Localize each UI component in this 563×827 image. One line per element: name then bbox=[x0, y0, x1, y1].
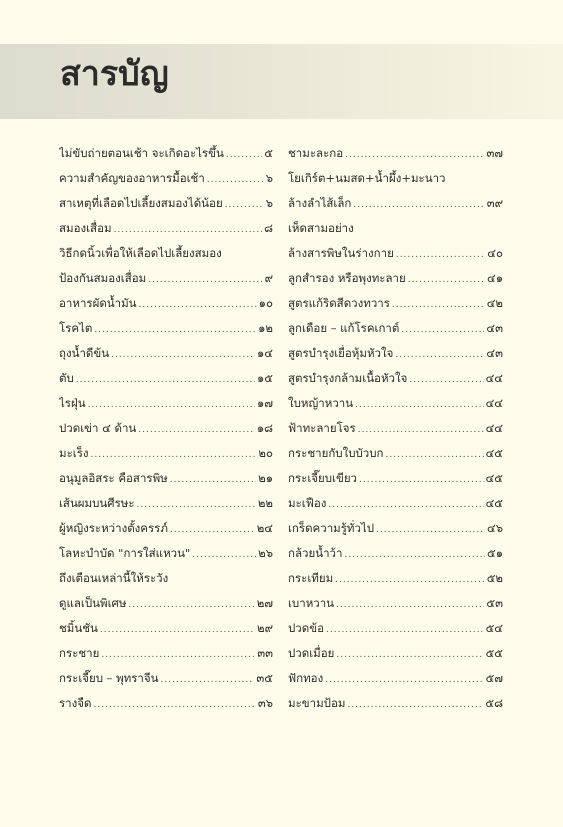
toc-entry bbox=[59, 366, 273, 391]
toc-entry bbox=[59, 666, 273, 691]
toc-entry-page-number: ๕๔ bbox=[485, 621, 503, 635]
dot-leader bbox=[90, 443, 256, 466]
toc-entry-page-number: ๒๒ bbox=[257, 496, 273, 510]
toc-entry-title: ใบหญ้าหวาน bbox=[288, 396, 354, 410]
toc-entry bbox=[288, 516, 503, 541]
dot-leader bbox=[192, 543, 256, 566]
toc-entry bbox=[288, 391, 503, 416]
toc-entry bbox=[59, 541, 273, 566]
toc-entry-page-number: ๕๕ bbox=[485, 646, 503, 660]
toc-entry-page-number: ๕๗ bbox=[485, 671, 503, 685]
toc-entry bbox=[288, 316, 503, 341]
dot-leader bbox=[336, 643, 483, 666]
dot-leader bbox=[396, 243, 485, 266]
toc-entry bbox=[59, 391, 273, 416]
toc-entry-page-number: ๔๕ bbox=[485, 496, 503, 510]
dot-leader bbox=[94, 318, 256, 341]
toc-entry-page-number: ๑๗ bbox=[257, 396, 273, 410]
toc-entry-page-number: ๒๔ bbox=[256, 521, 273, 535]
toc-entry-title: ล้างสารพิษในร่างกาย bbox=[288, 246, 394, 260]
dot-leader bbox=[88, 393, 255, 416]
toc-entry-title: เบาหวาน bbox=[288, 596, 335, 610]
toc-entry bbox=[288, 241, 503, 266]
toc-entry-title: อาหารผัดน้ำมัน bbox=[59, 296, 137, 310]
toc-entry-title: ลูกเดือย – แก้โรคเกาต์ bbox=[288, 321, 400, 335]
toc-entry bbox=[59, 341, 273, 366]
toc-entry-page-number: ๓๕ bbox=[256, 671, 273, 685]
toc-entry bbox=[59, 616, 273, 641]
toc-entry bbox=[288, 616, 503, 641]
toc-entry-title: ปวดข้อ bbox=[288, 621, 324, 635]
toc-entry-page-number: ๑๔ bbox=[256, 346, 273, 360]
toc-left-column bbox=[59, 141, 273, 716]
toc-entry bbox=[59, 691, 273, 716]
toc-entry-title: กระชาย bbox=[59, 646, 100, 660]
dot-leader bbox=[101, 643, 255, 666]
toc-entry-title: เห็ดสามอย่าง bbox=[288, 221, 354, 235]
toc-entry-title: กระเทียม bbox=[288, 571, 334, 585]
toc-entry-page-number: ๒๑ bbox=[258, 471, 273, 485]
toc-entry-title: กระเจี๊ยบเขียว bbox=[288, 471, 358, 485]
dot-leader bbox=[358, 418, 484, 441]
toc-entry-title: สมองเสื่อม bbox=[59, 221, 112, 235]
toc-entry-title: มะเร็ง bbox=[59, 446, 89, 460]
toc-right-column bbox=[288, 141, 503, 716]
dot-leader bbox=[392, 293, 485, 316]
dot-leader bbox=[345, 143, 484, 166]
toc-entry-page-number: ๔๔ bbox=[485, 396, 503, 410]
toc-entry-page-number: ๔๑ bbox=[486, 271, 503, 285]
toc-entry-title: เกร็ดความรู้ทั่วไป bbox=[288, 521, 375, 535]
dot-leader bbox=[148, 268, 262, 291]
toc-entry-title: ถึงเตือนเหล่านี้ให้ระวัง bbox=[59, 571, 169, 585]
toc-entry-title: ไม่ขับถ่ายตอนเช้า จะเกิดอะไรขึ้น bbox=[59, 146, 224, 160]
toc-entry-page-number: ๕๒ bbox=[486, 571, 503, 585]
toc-entry-page-number: ๑๒ bbox=[258, 321, 273, 335]
toc-entry-title: ความสำคัญของอาหารมื้อเช้า bbox=[59, 171, 205, 185]
toc-entry-title: กระเจี๊ยบ – พุทราจีน bbox=[59, 671, 159, 685]
toc-entry-page-number: ๔๒ bbox=[486, 296, 503, 310]
toc-entry bbox=[59, 191, 273, 216]
dot-leader bbox=[376, 518, 485, 541]
toc-entry-title: สาเหตุที่เลือดไปเลี้ยงสมองได้น้อย bbox=[59, 196, 223, 210]
toc-entry-page-number: ๔๓ bbox=[486, 321, 503, 335]
toc-entry-title: ปวดเข่า ๔ ด้าน bbox=[59, 421, 137, 435]
toc-entry-title: ฟักทอง bbox=[288, 671, 324, 685]
toc-entry-title: ชมิ้นชัน bbox=[59, 621, 98, 635]
toc-entry-page-number: ๖ bbox=[265, 171, 273, 185]
toc-entry-title: ป้องกันสมองเสื่อม bbox=[59, 271, 147, 285]
toc-entry bbox=[59, 241, 273, 266]
toc-entry-title: มะเฟือง bbox=[288, 496, 327, 510]
toc-entry-title: สูตรบำรุงเยื่อหุ้มหัวใจ bbox=[288, 346, 394, 360]
toc-entry bbox=[288, 366, 503, 391]
toc-entry bbox=[59, 141, 273, 166]
toc-entry-title: เส้นผมบนศีรษะ bbox=[59, 496, 135, 510]
toc-entry bbox=[288, 666, 503, 691]
dot-leader bbox=[386, 443, 484, 466]
toc-entry bbox=[288, 641, 503, 666]
dot-leader bbox=[100, 618, 255, 641]
toc-entry bbox=[288, 141, 503, 166]
toc-entry-page-number: ๑๐ bbox=[258, 296, 273, 310]
toc-entry bbox=[59, 291, 273, 316]
toc-entry-page-number: ๓๙ bbox=[486, 196, 503, 210]
toc-entry bbox=[59, 266, 273, 291]
dot-leader bbox=[111, 343, 255, 366]
toc-entry-page-number: ๓๗ bbox=[486, 146, 503, 160]
toc-entry-title: ชามะละกอ bbox=[288, 146, 344, 160]
toc-entry-page-number: ๒๙ bbox=[256, 621, 273, 635]
toc-entry bbox=[59, 591, 273, 616]
dot-leader bbox=[344, 543, 485, 566]
toc-entry bbox=[59, 566, 273, 591]
toc-entry-page-number: ๔๔ bbox=[485, 371, 503, 385]
toc-entry-title: กระชายกับใบบัวบก bbox=[288, 446, 384, 460]
toc-entry bbox=[59, 491, 273, 516]
toc-entry-page-number: ๔๕ bbox=[485, 446, 503, 460]
toc-entry bbox=[288, 566, 503, 591]
toc-entry bbox=[59, 466, 273, 491]
dot-leader bbox=[170, 468, 256, 491]
toc-entry bbox=[288, 491, 503, 516]
toc-entry bbox=[288, 266, 503, 291]
toc-entry bbox=[288, 691, 503, 716]
dot-leader bbox=[93, 693, 255, 716]
toc-entry-title: สูตรแก้ริดสีดวงทวาร bbox=[288, 296, 390, 310]
dot-leader bbox=[114, 218, 263, 241]
dot-leader bbox=[76, 368, 255, 391]
toc-entry bbox=[288, 291, 503, 316]
dot-leader bbox=[226, 143, 262, 166]
toc-entry-title: ฟ้าทะลายโจร bbox=[288, 421, 356, 435]
toc-entry-title: ดูแลเป็นพิเศษ bbox=[59, 596, 127, 610]
toc-entry-title: รางจืด bbox=[59, 696, 92, 710]
toc-entry-title: ลูกสำรอง หรือพุงทะลาย bbox=[288, 271, 406, 285]
toc-entry-page-number: ๘ bbox=[264, 221, 273, 235]
dot-leader bbox=[335, 568, 485, 591]
toc-entry-page-number: ๕๘ bbox=[485, 696, 503, 710]
toc-entry bbox=[288, 191, 503, 216]
dot-leader bbox=[353, 193, 484, 216]
toc-entry-title: อนุมูลอิสระ คือสารพิษ bbox=[59, 471, 168, 485]
toc-entry bbox=[288, 441, 503, 466]
toc-entry-title: ตับ bbox=[59, 371, 74, 385]
toc-entry bbox=[288, 341, 503, 366]
toc-entry bbox=[59, 641, 273, 666]
toc-entry bbox=[59, 416, 273, 441]
toc-entry bbox=[59, 316, 273, 341]
toc-entry bbox=[59, 441, 273, 466]
toc-entry-page-number: ๔๐ bbox=[487, 246, 503, 260]
toc-entry bbox=[59, 516, 273, 541]
dot-leader bbox=[139, 293, 257, 316]
dot-leader bbox=[355, 393, 483, 416]
dot-leader bbox=[395, 343, 484, 366]
toc-entry bbox=[59, 216, 273, 241]
toc-entry-title: โยเกิร์ต+นมสด+น้ำผึ้ง+มะนาว bbox=[288, 171, 446, 185]
toc-entry-page-number: ๑๕ bbox=[256, 371, 273, 385]
dot-leader bbox=[408, 268, 485, 291]
toc-entry-page-number: ๑๘ bbox=[256, 421, 273, 435]
dot-leader bbox=[128, 593, 254, 616]
dot-leader bbox=[409, 368, 483, 391]
toc-entry bbox=[288, 466, 503, 491]
toc-entry-title: สูตรบำรุงกล้ามเนื้อหัวใจ bbox=[288, 371, 408, 385]
toc-entry-title: ปวดเมื่อย bbox=[288, 646, 335, 660]
toc-entry-page-number: ๕ bbox=[264, 146, 273, 160]
dot-leader bbox=[326, 618, 484, 641]
dot-leader bbox=[347, 693, 483, 716]
toc-entry-page-number: ๒๗ bbox=[256, 596, 273, 610]
toc-entry bbox=[288, 216, 503, 241]
toc-entry-page-number: ๒๖ bbox=[258, 546, 273, 560]
dot-leader bbox=[225, 193, 264, 216]
toc-entry-title: โรคไต bbox=[59, 321, 93, 335]
toc-entry-title: วิธีกดนิ้วเพื่อให้เลือดไปเลี้ยงสมอง bbox=[59, 246, 222, 260]
toc-entry-page-number: ๙ bbox=[264, 271, 273, 285]
toc-entry bbox=[288, 416, 503, 441]
dot-leader bbox=[160, 668, 254, 691]
dot-leader bbox=[138, 418, 255, 441]
toc-entry-page-number: ๒๐ bbox=[258, 446, 273, 460]
toc-entry-page-number: ๔๕ bbox=[485, 471, 503, 485]
dot-leader bbox=[401, 318, 484, 341]
toc-entry-title: มะขามป้อม bbox=[288, 696, 346, 710]
toc-entry-title: ล้างลำไส้เล็ก bbox=[288, 196, 352, 210]
toc-entry bbox=[59, 166, 273, 191]
dot-leader bbox=[325, 668, 483, 691]
dot-leader bbox=[170, 518, 255, 541]
dot-leader bbox=[359, 468, 484, 491]
toc-entry bbox=[288, 591, 503, 616]
toc-entry-page-number: ๔๖ bbox=[486, 521, 503, 535]
toc-entry-page-number: ๕๓ bbox=[486, 596, 503, 610]
toc-entry-page-number: ๓๓ bbox=[257, 646, 273, 660]
toc-entry-page-number: ๖ bbox=[265, 196, 273, 210]
toc-entry-page-number: ๔๔ bbox=[485, 421, 503, 435]
dot-leader bbox=[137, 493, 256, 516]
toc-entry bbox=[288, 541, 503, 566]
toc-entry bbox=[288, 166, 503, 191]
dot-leader bbox=[207, 168, 264, 191]
toc-entry-title: ถุงน้ำดีข้น bbox=[59, 346, 110, 360]
toc-entry-page-number: ๕๑ bbox=[486, 546, 503, 560]
toc-entry-title: ผู้หญิงระหว่างตั้งครรภ์ bbox=[59, 521, 168, 535]
dot-leader bbox=[328, 493, 483, 516]
toc-entry-title: โลหะบำบัด "การใส่แหวน" bbox=[59, 546, 191, 560]
page-title: สารบัญ bbox=[60, 54, 169, 94]
toc-entry-title: ไรฝุ่น bbox=[59, 396, 86, 410]
toc-entry-title: กล้วยน้ำว้า bbox=[288, 546, 343, 560]
toc-entry-page-number: ๔๓ bbox=[486, 346, 503, 360]
dot-leader bbox=[336, 593, 484, 616]
toc-entry-page-number: ๓๖ bbox=[257, 696, 273, 710]
